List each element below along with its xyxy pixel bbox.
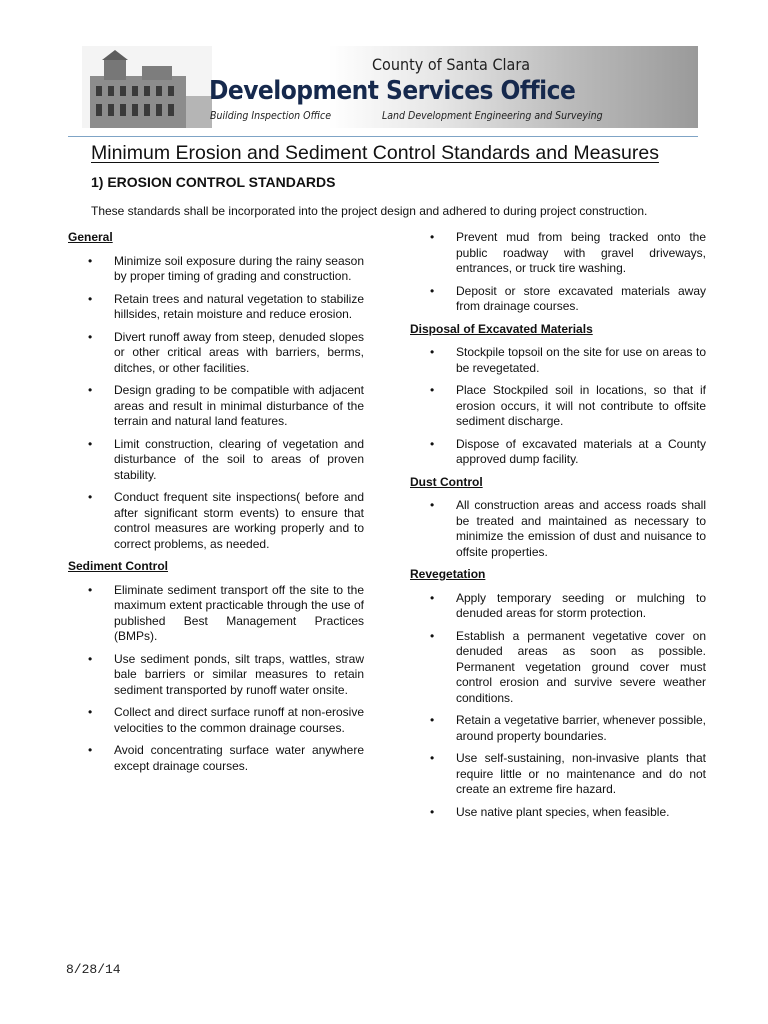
list-item: • Establish a permanent vegetative cover on denuded areas as soon as possible. Permanent vegetation ground cover must control erosion and survive severe weather conditions. — [410, 629, 706, 707]
list-item: • Dispose of excavated materials at a County approved dump facility. — [410, 437, 706, 468]
list-item: • Limit construction, clearing of vegetation and disturbance of the soil to areas of proven stability. — [68, 437, 364, 484]
sediment-control-list — [68, 583, 364, 775]
dust-control-list — [410, 498, 706, 560]
right-column — [410, 230, 706, 827]
list-item: • Use native plant species, when feasible. — [410, 805, 706, 821]
list-item: • Design grading to be compatible with adjacent areas and result in minimal disturbance of the terrain and natural land features. — [68, 383, 364, 430]
header-divider — [68, 136, 698, 137]
list-item: • Place Stockpiled soil in locations, so that if erosion occurs, it will not contribute to offsite sediment discharge. — [410, 383, 706, 430]
list-item: • Minimize soil exposure during the rainy season by proper timing of grading and construction. — [68, 254, 364, 285]
list-item: • Use sediment ponds, silt traps, wattles, straw bale barriers or similar measures to retain sediment transported by runoff water onsite. — [68, 652, 364, 699]
list-item: • Stockpile topsoil on the site for use on areas to be revegetated. — [410, 345, 706, 376]
list-item: • Conduct frequent site inspections( before and after significant storm events) to ensure that control measures are working properly and to correct problems, as needed. — [68, 490, 364, 552]
list-item: • Apply temporary seeding or mulching to denuded areas for storm protection. — [410, 591, 706, 622]
sediment-control-heading: Sediment Control — [68, 559, 169, 573]
list-item: • Retain a vegetative barrier, whenever possible, around property boundaries. — [410, 713, 706, 744]
section-title: 1) EROSION CONTROL STANDARDS — [91, 174, 336, 190]
list-item: • Prevent mud from being tracked onto the public roadway with gravel driveways, entrances, or truck tire washing. — [410, 230, 706, 277]
header-banner — [82, 46, 698, 128]
land-development-label: Land Development Engineering and Surveying — [382, 110, 603, 122]
general-list — [68, 254, 364, 553]
left-column — [68, 230, 364, 781]
list-item: • Divert runoff away from steep, denuded slopes or other critical areas with barriers, berms, ditches, or other facilities. — [68, 330, 364, 377]
list-item: • Eliminate sediment transport off the site to the maximum extent practicable through the use of published Best Management Practices (BMPs). — [68, 583, 364, 645]
office-name: Development Services Office — [209, 76, 576, 106]
list-item: • Avoid concentrating surface water anywhere except drainage courses. — [68, 743, 364, 774]
footer-date: 8/28/14 — [66, 962, 121, 977]
excavated-materials-list — [410, 345, 706, 468]
dust-control-heading: Dust Control — [410, 474, 483, 489]
list-item: • Collect and direct surface runoff at non-erosive velocities to the common drainage courses. — [68, 705, 364, 736]
list-item: • All construction areas and access roads shall be treated and maintained as necessary to minimize the emission of dust and nuisance to offsite properties. — [410, 498, 706, 560]
document-title: Minimum Erosion and Sediment Control Standards and Measures — [91, 142, 659, 164]
list-item: • Use self-sustaining, non-invasive plants that require little or no maintenance and do not create an extreme fire hazard. — [410, 751, 706, 798]
sediment-control-list-continued — [410, 230, 706, 315]
county-building-icon — [82, 46, 212, 128]
revegetation-heading: Revegetation — [410, 567, 486, 581]
list-item: • Deposit or store excavated materials away from drainage courses. — [410, 284, 706, 315]
revegetation-list — [410, 591, 706, 821]
excavated-materials-heading: Disposal of Excavated Materials — [410, 321, 593, 336]
building-inspection-label: Building Inspection Office — [210, 110, 332, 122]
county-name: County of Santa Clara — [372, 55, 531, 74]
list-item: • Retain trees and natural vegetation to stabilize hillsides, retain moisture and reduce erosion. — [68, 292, 364, 323]
general-heading: General — [68, 230, 113, 244]
intro-paragraph: These standards shall be incorporated into the project design and adhered to during project construction. — [91, 204, 648, 218]
